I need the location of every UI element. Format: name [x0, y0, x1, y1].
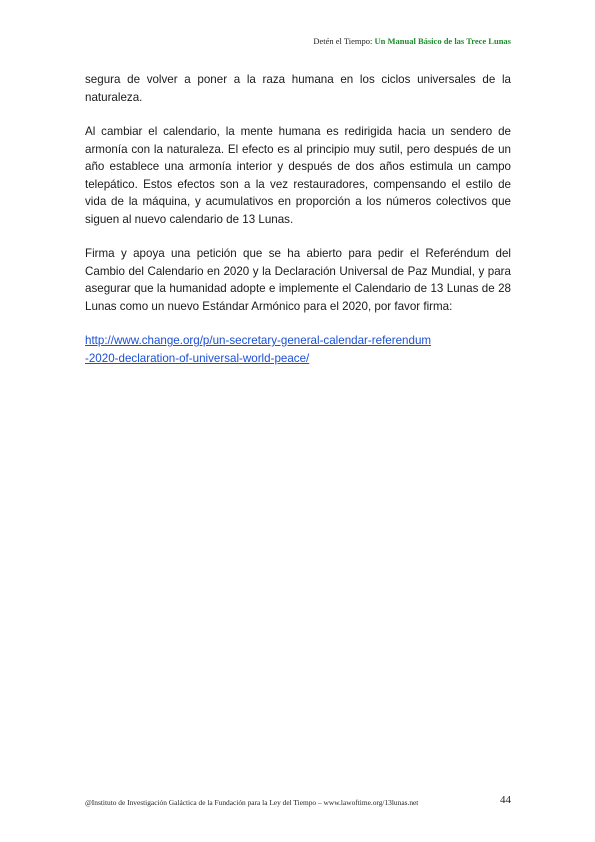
paragraph-calendar-effects: Al cambiar el calendario, la mente humana es redirigida hacia un sendero de armonía con la naturaleza. El efecto es al principio muy sutil, pero después de un año establece una armonía interior y después de dos años estimula un campo telepático. Estos efectos son a la vez restauradores, compensando el estilo de vida de la máquina, y acumulativos en proporción a los números colectivos que siguen al nuevo calendario de 13 Lunas.: [85, 125, 511, 226]
page-number: 44: [500, 794, 511, 806]
paragraph-continuation: segura de volver a poner a la raza humana en los ciclos universales de la naturaleza.: [85, 73, 511, 104]
running-header: [313, 36, 511, 46]
petition-link-line-1[interactable]: http://www.change.org/p/un-secretary-general-calendar-referendum: [85, 334, 432, 347]
header-book-title: Un Manual Básico de las Trece Lunas: [374, 36, 511, 46]
petition-link-line-2[interactable]: -2020-declaration-of-universal-world-peace/: [85, 351, 310, 365]
header-prefix: Detén el Tiempo:: [313, 36, 375, 46]
petition-link[interactable]: [85, 332, 511, 367]
page-body: [85, 71, 511, 367]
footer-credit: @Instituto de Investigación Galáctica de la Fundación para la Ley del Tiempo – www.lawoftime.org/13lunas.net: [85, 798, 419, 807]
paragraph-petition: Firma y apoya una petición que se ha abierto para pedir el Referéndum del Cambio del Calendario en 2020 y la Declaración Universal de Paz Mundial, y para asegurar que la humanidad adopte e implemente el Calendario de 13 Lunas de 28 Lunas como un nuevo Estándar Armónico para el 2020, por favor firma:: [85, 247, 511, 313]
